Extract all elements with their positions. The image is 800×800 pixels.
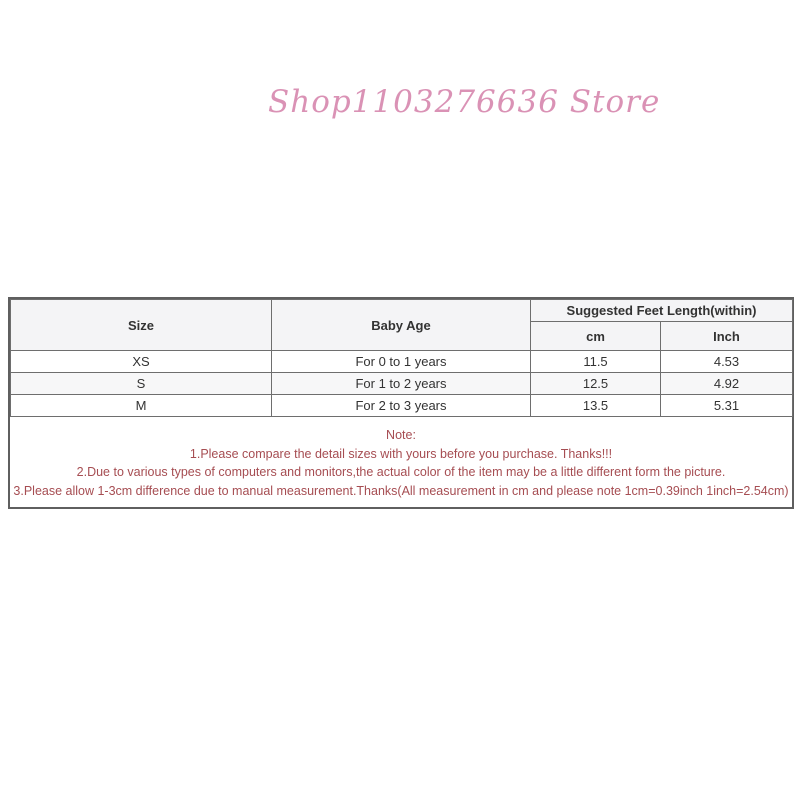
cell-inch: 5.31 xyxy=(661,395,793,417)
cell-inch: 4.53 xyxy=(661,351,793,373)
size-table-header xyxy=(11,300,793,351)
cell-cm: 12.5 xyxy=(531,373,661,395)
notes-section xyxy=(10,419,792,500)
store-watermark: Shop1103276636 Store xyxy=(268,84,661,120)
notes-title: Note: xyxy=(386,428,416,442)
table-row-m xyxy=(11,395,793,417)
cell-size: XS xyxy=(11,351,272,373)
header-feet-length: Suggested Feet Length(within) xyxy=(531,300,793,322)
table-row-xs xyxy=(11,351,793,373)
size-table xyxy=(10,299,793,417)
cell-baby-age: For 1 to 2 years xyxy=(272,373,531,395)
size-table-body xyxy=(11,351,793,417)
header-cm: cm xyxy=(531,322,661,351)
cell-inch: 4.92 xyxy=(661,373,793,395)
cell-cm: 11.5 xyxy=(531,351,661,373)
note-line-3: 3.Please allow 1-3cm difference due to manual measurement.Thanks(All measurement in cm and please note 1cm=0.39inch 1inch=2.54cm) xyxy=(13,483,789,498)
cell-cm: 13.5 xyxy=(531,395,661,417)
header-inch: Inch xyxy=(661,322,793,351)
size-chart-box xyxy=(8,297,794,509)
note-line-1: 1.Please compare the detail sizes with yours before you purchase. Thanks!!! xyxy=(189,446,613,461)
cell-baby-age: For 2 to 3 years xyxy=(272,395,531,417)
header-size: Size xyxy=(11,300,272,351)
cell-size: S xyxy=(11,373,272,395)
cell-baby-age: For 0 to 1 years xyxy=(272,351,531,373)
cell-size: M xyxy=(11,395,272,417)
note-line-2: 2.Due to various types of computers and monitors,the actual color of the item may be a little different form the picture. xyxy=(76,465,726,479)
table-row-s xyxy=(11,373,793,395)
header-baby-age: Baby Age xyxy=(272,300,531,351)
